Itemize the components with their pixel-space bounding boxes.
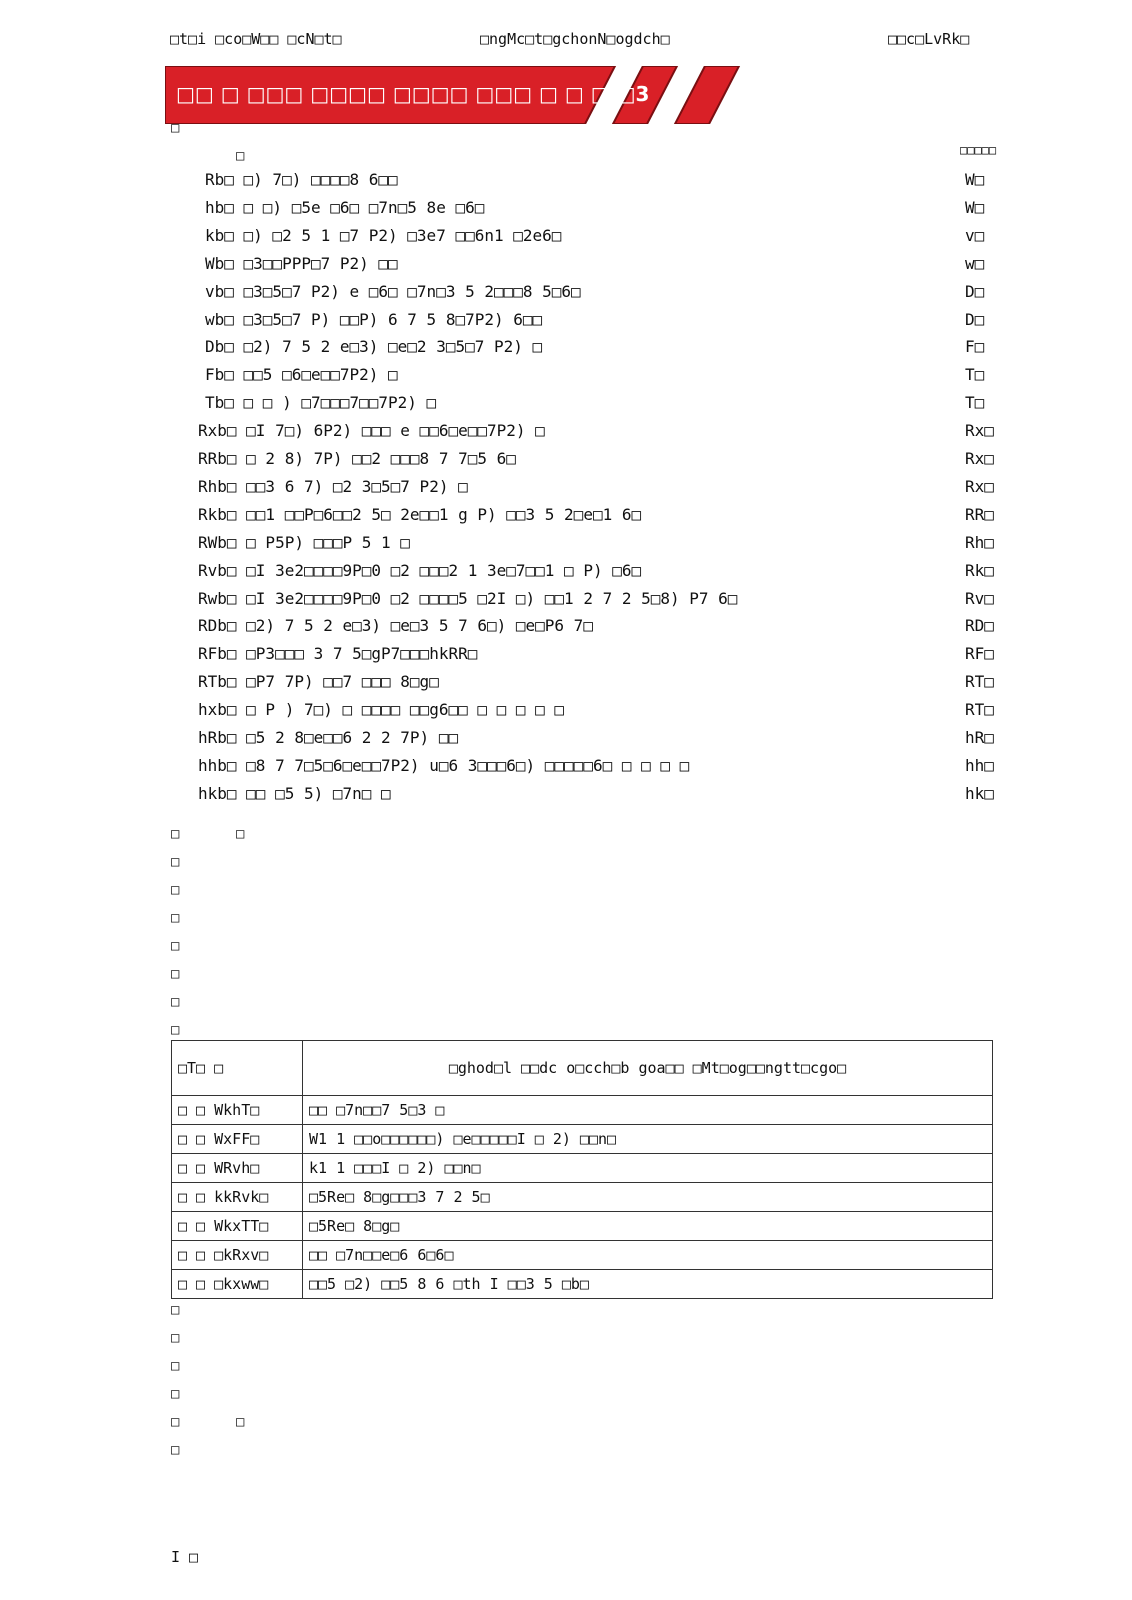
toc-entry-title: kb□ □) □2 5 1 □7 P2) □3e7 □□6n1 □2e6□ xyxy=(205,225,562,245)
table-row xyxy=(172,1270,993,1299)
paragraph-mark: □ xyxy=(171,994,180,1010)
revision-description-cell: □5Re□ 8□g□ xyxy=(303,1212,993,1241)
toc-entry-title: Rxb□ □I 7□) 6P2) □□□ e □□6□e□□7P2) □ xyxy=(198,421,545,441)
toc-entry-page: Rh□ xyxy=(965,532,994,552)
toc-entry[interactable] xyxy=(0,505,1132,529)
table-header-row xyxy=(172,1041,993,1096)
paragraph-mark: □ xyxy=(171,1022,180,1038)
toc-entry-title: Rkb□ □□1 □□P□6□□2 5□ 2e□□1 g P) □□3 5 2□e□1 6□ xyxy=(198,504,642,524)
toc-entry[interactable] xyxy=(0,533,1132,557)
header-left: □t□i □co□W□□ □cN□t□ xyxy=(170,30,342,48)
toc-entry[interactable] xyxy=(0,198,1132,222)
toc-entry-page: hR□ xyxy=(965,728,994,747)
revision-description-cell: k1 1 □□□I □ 2) □□n□ xyxy=(303,1154,993,1183)
toc-entry-title: Tb□ □ □ ) □7□□□7□□7P2) □ xyxy=(205,393,437,413)
table-row xyxy=(172,1154,993,1183)
toc-entry-title: vb□ □3□5□7 P2) e □6□ □7n□3 5 2□□□8 5□6□ xyxy=(205,281,581,301)
toc-entry[interactable] xyxy=(0,672,1132,696)
toc-entry[interactable] xyxy=(0,477,1132,501)
toc-entry-page: Rx□ xyxy=(965,476,994,496)
toc-entry-title: hb□ □ □) □5e □6□ □7n□5 8e □6□ xyxy=(205,197,485,217)
paragraph-mark: □ xyxy=(171,966,180,982)
paragraph-mark: □ xyxy=(171,1386,180,1402)
toc-entry-page: RF□ xyxy=(965,644,994,664)
revision-description-cell: □□ □7n□□7 5□3 □ xyxy=(303,1096,993,1125)
revision-code-cell: □ □ kkRvk□ xyxy=(172,1183,303,1212)
toc-entry-page: hh□ xyxy=(965,755,994,775)
toc-entry-title: RTb□ □P7 7P) □□7 □□□ 8□g□ xyxy=(198,672,439,692)
revision-code-cell: □ □ WRvh□ xyxy=(172,1154,303,1183)
toc-entry[interactable] xyxy=(0,589,1132,613)
toc-entry-title: Rhb□ □□3 6 7) □2 3□5□7 P2) □ xyxy=(198,476,468,496)
header-center: □ngMc□t□gchonN□ogdch□ xyxy=(480,30,670,48)
revision-description-cell: □□5 □2) □□5 8 6 □th I □□3 5 □b□ xyxy=(303,1270,993,1299)
table-header-cell: □T□ □ xyxy=(172,1041,303,1096)
toc-entry[interactable] xyxy=(0,784,1132,808)
toc-entry-title: Db□ □2) 7 5 2 e□3) □e□2 3□5□7 P2) □ xyxy=(205,337,543,357)
header-right: □□c□LvRk□ xyxy=(888,30,970,48)
toc-entry-page: W□ xyxy=(965,170,985,189)
toc-entry[interactable] xyxy=(0,421,1132,445)
toc-entry-page: RT□ xyxy=(965,700,994,720)
toc-entry-title: RRb□ □ 2 8) 7P) □□2 □□□8 7 7□5 6□ xyxy=(198,449,516,468)
toc-entry[interactable] xyxy=(0,700,1132,724)
toc-entry-title: hRb□ □5 2 8□e□□6 2 2 7P) □□ xyxy=(198,728,459,747)
toc-entry-page: Rk□ xyxy=(965,560,994,580)
toc-entry-title: Fb□ □□5 □6□e□□7P2) □ xyxy=(205,365,398,385)
toc-entry-title: wb□ □3□5□7 P) □□P) 6 7 5 8□7P2) 6□□ xyxy=(205,309,543,329)
toc-entry-title: Rb□ □) 7□) □□□□8 6□□ xyxy=(205,170,398,189)
paragraph-mark: □ xyxy=(171,854,180,870)
toc-entry-page: RT□ xyxy=(965,672,994,692)
toc-entry[interactable] xyxy=(0,226,1132,250)
revision-code-cell: □ □ WkhT□ xyxy=(172,1096,303,1125)
revision-description-cell: □□ □7n□□e□6 6□6□ xyxy=(303,1241,993,1270)
paragraph-mark: □ xyxy=(171,1302,180,1318)
toc-entry-page: D□ xyxy=(965,281,985,301)
toc-entry-title: Wb□ □3□□PPP□7 P2) □□ xyxy=(205,253,398,273)
toc-entry-page: T□ xyxy=(965,393,985,413)
toc-entry[interactable] xyxy=(0,756,1132,780)
table-row xyxy=(172,1183,993,1212)
paragraph-mark: □ xyxy=(171,1442,180,1458)
revision-code-cell: □ □ □kxww□ xyxy=(172,1270,303,1299)
toc-entry[interactable] xyxy=(0,616,1132,640)
banner-title: □□ □ □□□ □□□□ □□□□ □□□ □ □ □ □3 xyxy=(176,82,650,106)
table-row xyxy=(172,1241,993,1270)
toc-entry-page: Rv□ xyxy=(965,588,994,608)
toc-entry-page: w□ xyxy=(965,253,985,273)
revision-table xyxy=(171,1040,993,1299)
toc-entry[interactable] xyxy=(0,449,1132,473)
toc-entry-title: hkb□ □□ □5 5) □7n□ □ xyxy=(198,783,391,803)
paragraph-mark: □ xyxy=(171,1358,180,1374)
toc-entry[interactable] xyxy=(0,561,1132,585)
toc-entry-page: RD□ xyxy=(965,616,994,636)
revision-code-cell: □ □ WkxTT□ xyxy=(172,1212,303,1241)
toc-entry[interactable] xyxy=(0,170,1132,194)
toc-entry-title: Rwb□ □I 3e2□□□□9P□0 □2 □□□□5 □2I □) □□1 2 7 2 5□8) P7 6□ xyxy=(198,588,738,608)
paragraph-mark: □ xyxy=(236,148,245,164)
toc-entry-page: hk□ xyxy=(965,783,994,803)
paragraph-mark: □ xyxy=(171,826,180,842)
toc-entry-title: hhb□ □8 7 7□5□6□e□□7P2) u□6 3□□□6□) □□□□□6□ □ □ □ □ xyxy=(198,755,690,775)
revision-code-cell: □ □ □kRxv□ xyxy=(172,1241,303,1270)
toc-page-column-header: □□□□□ xyxy=(960,143,997,157)
toc-entry[interactable] xyxy=(0,310,1132,334)
table-row xyxy=(172,1212,993,1241)
toc-entry-page: W□ xyxy=(965,197,985,217)
toc-entry-page: D□ xyxy=(965,309,985,329)
paragraph-mark: □ xyxy=(171,1330,180,1346)
toc-entry-title: hxb□ □ P ) 7□) □ □□□□ □□g6□□ □ □ □ □ □ xyxy=(198,700,565,720)
toc-entry-page: RR□ xyxy=(965,504,994,524)
revision-description-cell: W1 1 □□o□□□□□□) □e□□□□□I □ 2) □□n□ xyxy=(303,1125,993,1154)
table-row xyxy=(172,1125,993,1154)
toc-entry-page: F□ xyxy=(965,337,985,357)
table-header-cell: □ghod□l □□dc o□cch□b goa□□ □Mt□og□□ngtt□cgo□ xyxy=(303,1041,993,1096)
toc-entry[interactable] xyxy=(0,365,1132,389)
toc-entry-title: Rvb□ □I 3e2□□□□9P□0 □2 □□□2 1 3e□7□□1 □ P) □6□ xyxy=(198,560,642,580)
table-row xyxy=(172,1096,993,1125)
toc-entry[interactable] xyxy=(0,254,1132,278)
toc-entry[interactable] xyxy=(0,282,1132,306)
toc-entry[interactable] xyxy=(0,728,1132,752)
toc-entry-title: RWb□ □ P5P) □□□P 5 1 □ xyxy=(198,532,410,552)
toc-entry-title: RDb□ □2) 7 5 2 e□3) □e□3 5 7 6□) □e□P6 7□ xyxy=(198,616,593,636)
paragraph-mark: □ xyxy=(171,882,180,898)
toc-entry[interactable] xyxy=(0,337,1132,361)
toc-entry-page: v□ xyxy=(965,225,985,245)
toc-entry[interactable] xyxy=(0,393,1132,417)
toc-entry-page: Rx□ xyxy=(965,449,994,468)
revision-code-cell: □ □ WxFF□ xyxy=(172,1125,303,1154)
paragraph-mark: □ xyxy=(171,120,180,136)
page-number: I □ xyxy=(171,1548,199,1566)
paragraph-mark: □ xyxy=(171,1414,180,1430)
revision-description-cell: □5Re□ 8□g□□□3 7 2 5□ xyxy=(303,1183,993,1212)
toc-entry[interactable] xyxy=(0,644,1132,668)
paragraph-mark: □ xyxy=(236,826,245,842)
paragraph-mark: □ xyxy=(171,938,180,954)
toc-entry-page: T□ xyxy=(965,365,985,385)
toc-entry-title: RFb□ □P3□□□ 3 7 5□gP7□□□hkRR□ xyxy=(198,644,478,664)
toc-entry-page: Rx□ xyxy=(965,421,994,441)
paragraph-mark: □ xyxy=(236,1414,245,1430)
paragraph-mark: □ xyxy=(171,910,180,926)
